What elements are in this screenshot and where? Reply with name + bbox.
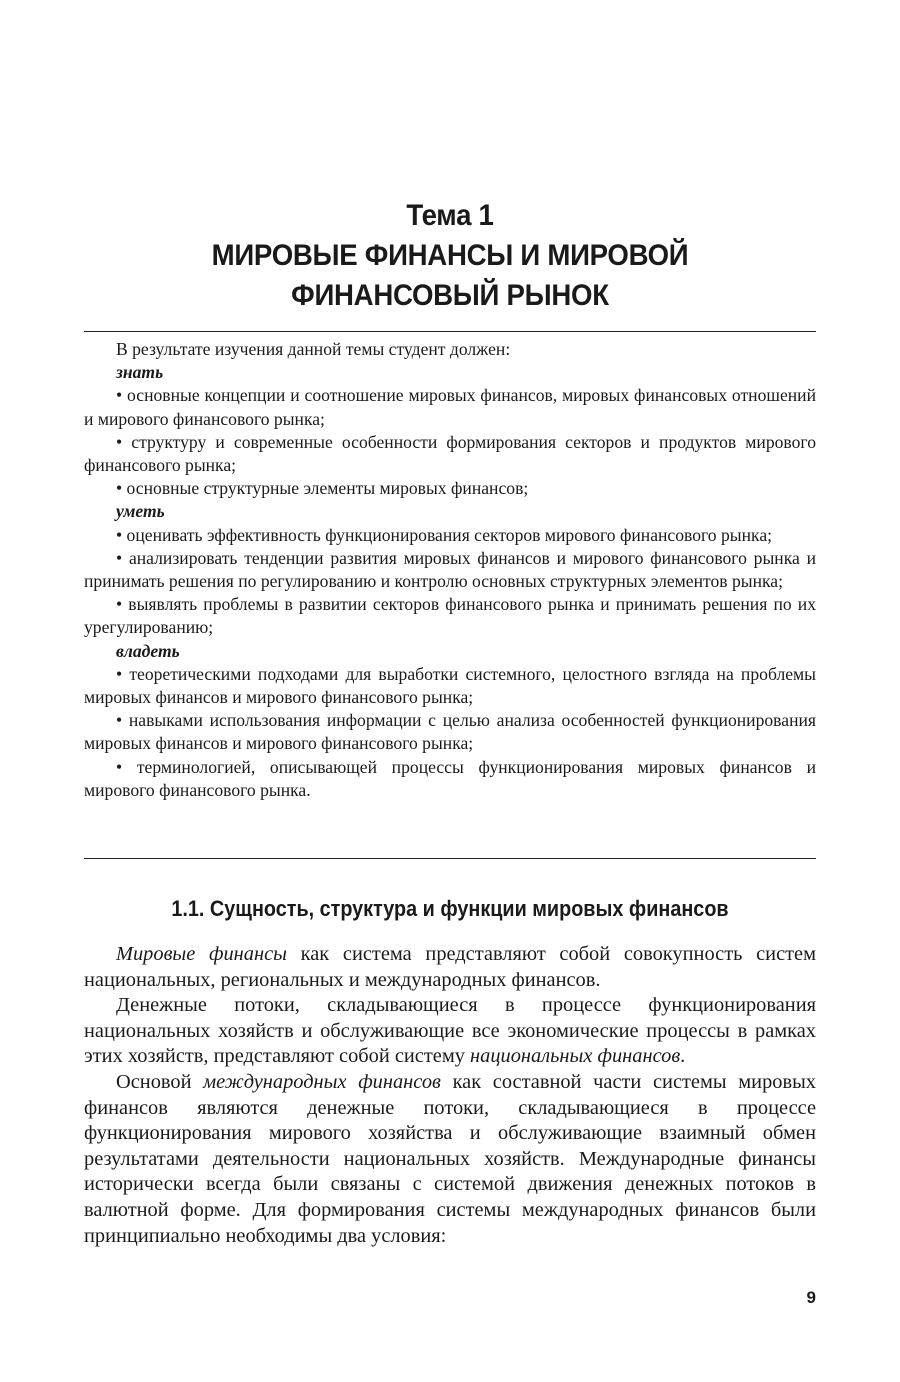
section-heading: 1.1. Сущность, структура и функции мировых финансов [171,896,729,921]
section-body [84,942,816,1249]
term-world-finance: Мировые финансы [116,943,287,965]
know-item: • основные структурные элементы мировых финансов; [116,478,529,499]
topic-heading [113,196,786,316]
know-label: знать [116,362,164,383]
topic-title-line-1: МИРОВЫЕ ФИНАНСЫ И МИРОВОЙ [211,239,689,272]
can-item: • выявлять проблемы в развитии секторов финансового рынка и принимать решения по их урегулированию; [84,594,816,638]
topic-number: Тема 1 [406,199,494,232]
know-item: • структуру и современные особенности формирования секторов и продуктов мирового финансового рынка; [84,431,816,476]
topic-title-line-2: ФИНАНСОВЫЙ РЫНОК [291,279,609,312]
page-number: 9 [806,1288,816,1307]
own-item: • терминологией, описывающей процессы функционирования мировых финансов и мирового финансового рынка. [84,756,816,800]
paragraph-2: Денежные потоки, складывающиеся в процессе функционирования национальных хозяйств и обслуживающие все экономические процессы в рамках этих хозяйств, представляют собой систему национальных финансов. [84,994,816,1068]
paragraph-3: Основой международных финансов как составной части системы мировых финансов являются денежные потоки, складывающиеся в процессе функционирования мирового хозяйства и обслуживающие взаимный обмен результатами деятельности национальных хозяйств. Международные финансы исторически всегда были связаны с системой движения денежных потоков в валютной форме. Для формирования системы международных финансов были принципиально необходимы два условия: [84,1070,816,1247]
can-item: • оценивать эффективность функционирования секторов мирового финансового рынка; [116,524,773,545]
learning-outcomes-box [84,338,816,802]
can-item: • анализировать тенденции развития мировых финансов и мирового финансового рынка и принимать решения по регулированию и контролю основных структурных элементов рынка; [84,547,816,592]
can-label: уметь [116,501,165,522]
term-national-finance: национальных финансов [470,1045,681,1068]
own-item: • теоретическими подходами для выработки системного, целостного взгляда на проблемы мировых финансов и мирового финансового рынка; [84,663,816,708]
know-item: • основные концепции и соотношение мировых финансов, мировых финансовых отношений и мирового финансового рынка; [84,385,816,429]
outcomes-top-rule [84,331,816,332]
paragraph-1: Мировые финансы как система представляют собой совокупность систем национальных, региональных и международных финансов. [84,943,816,991]
own-item: • навыками использования информации с целью анализа особенностей функционирования мировых финансов и мирового финансового рынка; [84,710,816,754]
term-international-finance: международных финансов [203,1070,441,1093]
outcomes-intro: В результате изучения данной темы студент должен: [116,339,511,359]
outcomes-bottom-rule [84,858,816,859]
own-label: владеть [116,640,180,661]
